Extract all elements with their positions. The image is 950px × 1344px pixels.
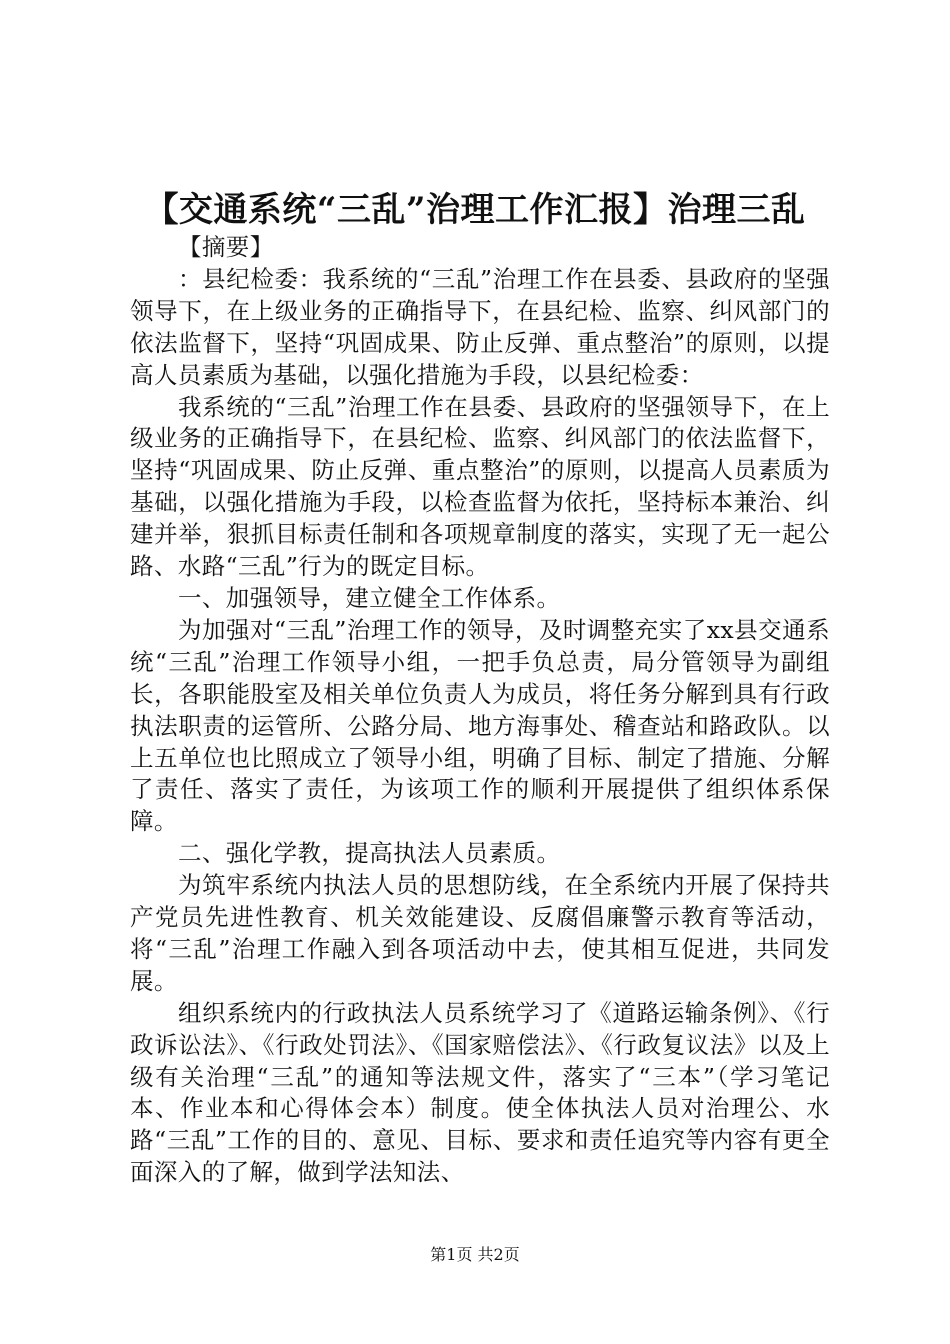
document-body xyxy=(130,232,830,1189)
document-title: 【交通系统“三乱”治理工作汇报】治理三乱 xyxy=(144,190,806,230)
section-heading: 一、加强领导，建立健全工作体系。 xyxy=(178,583,561,612)
paragraph: ：县纪检委：我系统的“三乱”治理工作在县委、县政府的坚强领导下，在上级业务的正确指导下，在县纪检、监察、纠风部门的依法监督下，坚持“巩固成果、防止反弹、重点整治”的原则，以提高人员素质为基础，以强化措施为手段，以县纪检委： xyxy=(130,264,830,389)
section-heading: 二、强化学教，提高执法人员素质。 xyxy=(178,839,561,868)
paragraph: 组织系统内的行政执法人员系统学习了《道路运输条例》、《行政诉讼法》、《行政处罚法》、《国家赔偿法》、《行政复议法》以及上级有关治理“三乱”的通知等法规文件，落实了“三本”（学习笔记本、作业本和心得体会本）制度。使全体执法人员对治理公、水路“三乱”工作的目的、意见、目标、要求和责任追究等内容有更全面深入的了解，做到学法知法、 xyxy=(130,998,830,1187)
abstract-heading: 【摘要】 xyxy=(178,233,274,261)
page-footer: 第1页 共2页 xyxy=(430,1245,520,1264)
paragraph: 我系统的“三乱”治理工作在县委、县政府的坚强领导下，在上级业务的正确指导下，在县纪检、监察、纠风部门的依法监督下，坚持“巩固成果、防止反弹、重点整治”的原则，以提高人员素质为基础，以强化措施为手段，以检查监督为依托，坚持标本兼治、纠建并举，狠抓目标责任制和各项规章制度的落实，实现了无一起公路、水路“三乱”行为的既定目标。 xyxy=(130,392,830,581)
paragraph: 为加强对“三乱”治理工作的领导，及时调整充实了xx县交通系统“三乱”治理工作领导小组，一把手负总责，局分管领导为副组长，各职能股室及相关单位负责人为成员，将任务分解到具有行政执法职责的运管所、公路分局、地方海事处、稽查站和路政队。以上五单位也比照成立了领导小组，明确了目标、制定了措施、分解了责任、落实了责任，为该项工作的顺利开展提供了组织体系保障。 xyxy=(130,615,830,836)
paragraph: 为筑牢系统内执法人员的思想防线，在全系统内开展了保持共产党员先进性教育、机关效能建设、反腐倡廉警示教育等活动，将“三乱”治理工作融入到各项活动中去，使其相互促进，共同发展。 xyxy=(130,871,830,995)
